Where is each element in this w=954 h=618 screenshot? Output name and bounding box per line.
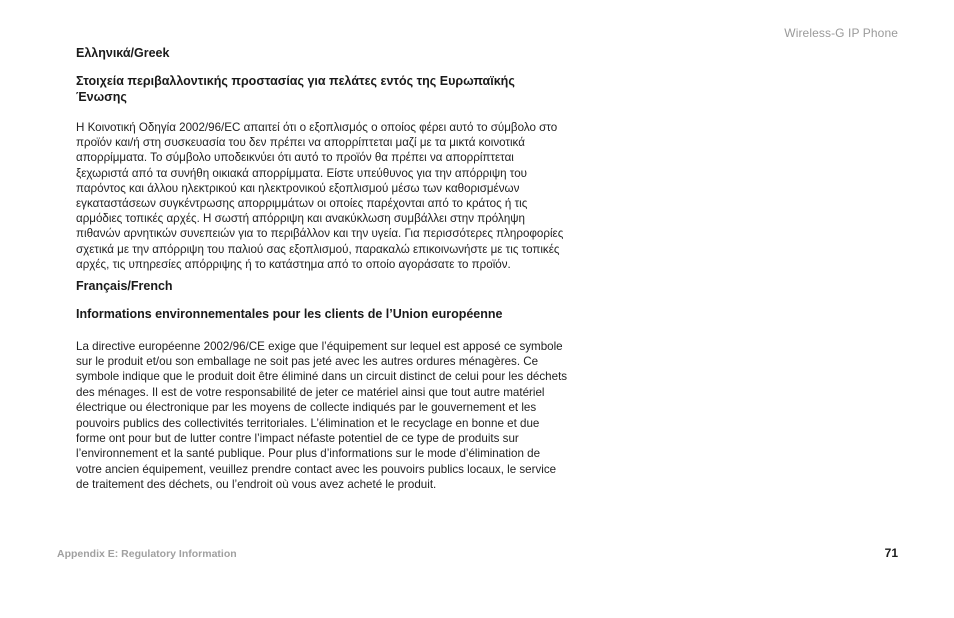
french-language-heading: Français/French	[76, 279, 173, 294]
footer-section-label: Appendix E: Regulatory Information	[57, 548, 237, 560]
page-content	[76, 46, 568, 493]
french-section-title: Informations environnementales pour les clients de l’Union européenne	[76, 307, 503, 322]
header-product-name: Wireless-G IP Phone	[784, 26, 898, 40]
greek-body-text: Η Κοινοτική Οδηγία 2002/96/EC απαιτεί ότι ο εξοπλισμός ο οποίος φέρει αυτό το σύμβολο στο προϊόν και/ή στη συσκευασία του δεν πρέπει να απορρίπτεται μαζί με τα μικτά κοινοτικά απορρίμματα. Το σύμβολο υποδεικνύει ότι αυτό το προϊόν θα πρέπει να απορρίπτεται ξεχωριστά από τα συνήθη οικιακά απορρίμματα. Είστε υπεύθυνος για την απόρριψη του παρόντος και άλλου ηλεκτρικού και ηλεκτρονικού εξοπλισμού μέσω των καθορισμένων εγκαταστάσεων συγκέντρωσης απορριμμάτων οι οποίες παρέχονται από το κράτος ή τις αρμόδιες τοπικές αρχές. Η σωστή απόρριψη και ανακύκλωση συμβάλλει στην πρόληψη πιθανών αρνητικών συνεπειών για το περιβάλλον και την υγεία. Για περισσότερες πληροφορίες σχετικά με την απόρριψη του παλιού σας εξοπλισμού, παρακαλώ επικοινωνήστε με τις τοπικές αρχές, τις υπηρεσίες απόρριψης ή το κατάστημα από το οποίο αγοράσατε το προϊόν.	[76, 121, 564, 271]
page-number: 71	[884, 546, 898, 560]
greek-language-heading: Ελληνικά/Greek	[76, 46, 170, 60]
greek-section-title: Στοιχεία περιβαλλοντικής προστασίας για πελάτες εντός της Ευρωπαϊκής Ένωσης	[76, 74, 515, 104]
french-body-text: La directive européenne 2002/96/CE exige que l’équipement sur lequel est apposé ce symbole sur le produit et/ou son emballage ne soit pas jeté avec les autres ordures ménagères. Ce symbole indique que le produit doit être éliminé dans un circuit distinct de celui pour les déchets des ménages. Il est de votre responsabilité de jeter ce matériel ainsi que tout autre matériel électrique ou électronique par les moyens de collecte indiqués par le gouvernement et les pouvoirs publics des collectivités territoriales. L’élimination et le recyclage en bonne et due forme ont pour but de lutter contre l’impact néfaste potentiel de ce type de produits sur l’environnement et la santé publique. Pour plus d’informations sur le mode d’élimination de votre ancien équipement, veuillez prendre contact avec les pouvoirs publics locaux, le service de traitement des déchets, ou l’endroit où vous avez acheté le produit.	[76, 339, 568, 492]
